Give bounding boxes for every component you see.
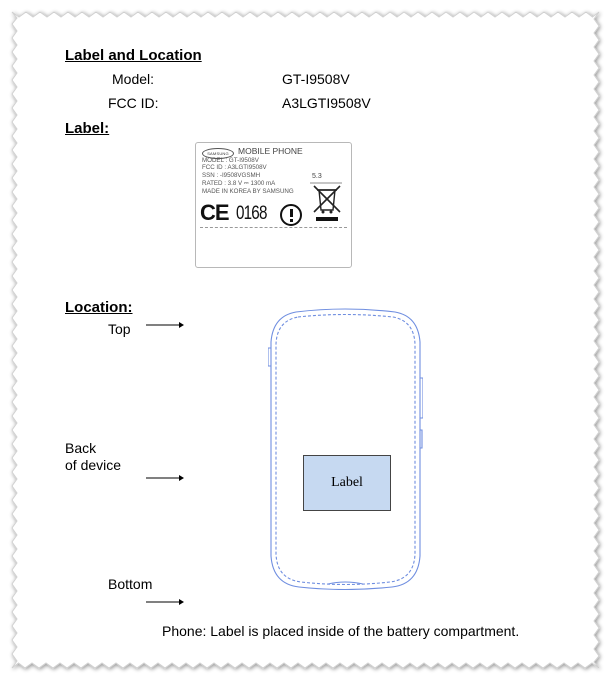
bottom-label: Bottom xyxy=(108,576,153,592)
sticker-line-fcc: FCC ID : A3LGTI9508V xyxy=(202,164,267,171)
ce-number: 0168 xyxy=(236,203,267,224)
bottom-arrow-icon xyxy=(146,596,186,608)
phone-back-outline xyxy=(268,308,423,590)
top-label: Top xyxy=(108,321,131,337)
section-title: Label and Location xyxy=(65,47,202,64)
sticker-title: MOBILE PHONE xyxy=(238,146,303,156)
back-label-line1: Back xyxy=(65,440,97,456)
sticker-divider xyxy=(200,227,347,228)
top-arrow-icon xyxy=(146,319,186,331)
model-label: Model: xyxy=(112,71,155,87)
sticker-line-made: MADE IN KOREA BY SAMSUNG xyxy=(202,188,294,195)
model-value: GT-I9508V xyxy=(282,71,350,87)
version-number: 5.3 xyxy=(312,173,322,180)
fcc-id-label: FCC ID: xyxy=(108,95,159,111)
footer-note: Phone: Label is placed inside of the battery compartment. xyxy=(162,623,520,639)
label-position-box: Label xyxy=(303,455,391,511)
fcc-id-value: A3LGTI9508V xyxy=(282,95,371,111)
location-heading: Location: xyxy=(65,299,133,316)
sticker-line-model: MODEL : GT-I9508V xyxy=(202,157,259,164)
back-label-line2: of device xyxy=(65,457,122,473)
alert-icon xyxy=(280,204,302,226)
sticker-line-ssn: SSN : -I9508VGSMH xyxy=(202,172,261,179)
weee-bin-icon xyxy=(308,180,348,225)
fcc-label-sticker xyxy=(195,142,352,268)
ce-mark: CE xyxy=(200,200,229,225)
back-arrow-icon xyxy=(146,472,186,484)
samsung-logo-icon: SAMSUNG xyxy=(202,148,234,159)
label-heading: Label: xyxy=(65,120,110,137)
sticker-line-rated: RATED : 3.8 V ⎓ 1300 mA xyxy=(202,180,276,187)
